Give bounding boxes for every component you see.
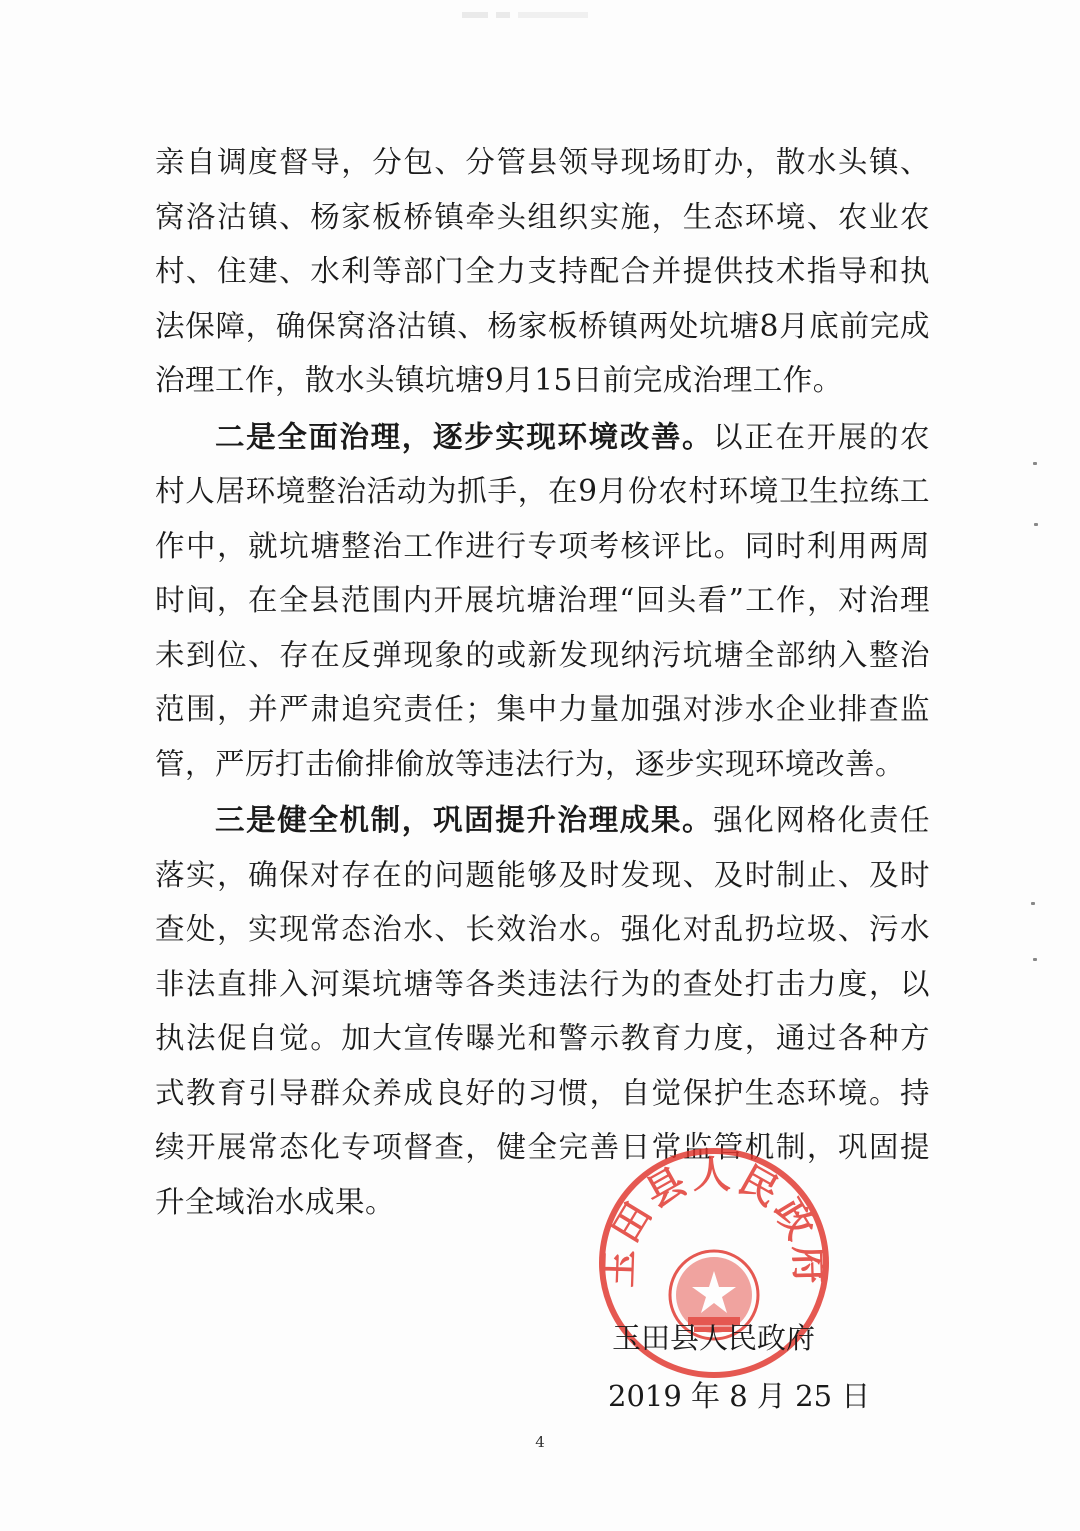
- paragraph-1-text: 亲自调度督导，分包、分管县领导现场盯办，散水头镇、窝洛沽镇、杨家板桥镇牵头组织实施，生态环境、农业农村、住建、水利等部门全力支持配合并提供技术指导和执法保障，确保窝洛沽镇、杨家板桥镇两处坑塘8月底前完成治理工作，散水头镇坑塘9月15日前完成治理工作。: [155, 145, 930, 397]
- signature-block: [608, 1312, 932, 1422]
- paragraph-2-text: 以正在开展的农村人居环境整治活动为抓手，在9月份农村环境卫生拉练工作中，就坑塘整治工作进行专项考核评比。同时利用两周时间，在全县范围内开展坑塘治理“回头看”工作，对治理未到位、存在反弹现象的或新发现纳污坑塘全部纳入整治范围，并严肃追究责任；集中力量加强对涉水企业排查监管，严厉打击偷排偷放等违法行为，逐步实现环境改善。: [155, 419, 930, 781]
- document-body: [155, 135, 930, 1229]
- margin-mark: [1033, 462, 1037, 465]
- faint-header-mark: [462, 8, 602, 22]
- page-number: 4: [535, 1433, 545, 1451]
- signature-organization: 玉田县人民政府: [612, 1321, 816, 1355]
- paragraph-2: [155, 410, 930, 792]
- signature-date: 2019 年 8 月 25 日: [608, 1379, 871, 1413]
- seal-text: 玉田县人民政府: [596, 1152, 832, 1289]
- margin-mark: [1034, 523, 1038, 526]
- paragraph-1: [155, 135, 930, 408]
- paragraph-3-text: 强化网格化责任落实，确保对存在的问题能够及时发现、及时制止、及时查处，实现常态治水、长效治水。强化对乱扔垃圾、污水非法直排入河渠坑塘等各类违法行为的查处打击力度，以执法促自觉。加大宣传曝光和警示教育力度，通过各种方式教育引导群众养成良好的习惯，自觉保护生态环境。持续开展常态化专项督查，健全完善日常监管机制，巩固提升全域治水成果。: [155, 803, 930, 1219]
- paragraph-3-lead: 三是健全机制，巩固提升治理成果。: [215, 802, 714, 837]
- margin-mark: [1033, 958, 1037, 961]
- paragraph-2-lead: 二是全面治理，逐步实现环境改善。: [215, 418, 714, 454]
- margin-mark: [1031, 902, 1035, 905]
